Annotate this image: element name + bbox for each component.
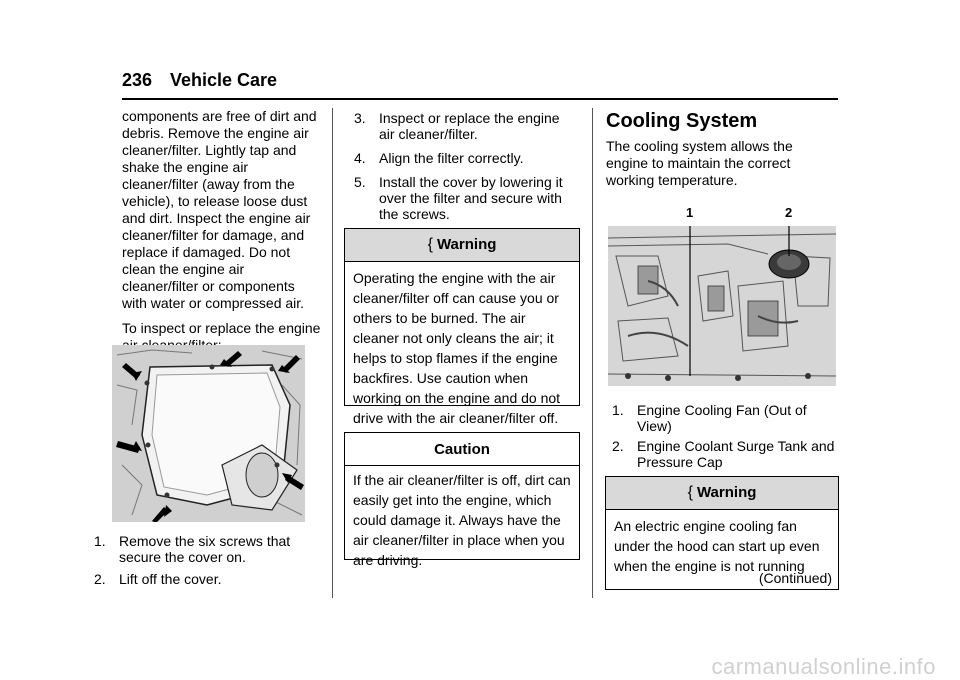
warning-box: [344, 228, 580, 426]
step-text: Lift off the cover.: [119, 571, 222, 587]
list-item: [354, 150, 574, 166]
lead-paragraph: To inspect or replace the engine: [122, 320, 321, 336]
intro-paragraph: components are free of dirt and debris. Remove the engine air cleaner/filter. Lightly tap and shake the engine air cleaner/filter (away from the vehicle), to release loose dust and dirt. Inspect the engine air cleaner/filter for damage, and replace if damaged. Do not clean the engine air cleaner/filter or components with water or compressed air.: [122, 108, 317, 311]
continued-label: (Continued): [758, 570, 832, 586]
step-text: Install the cover by lowering it over the filter and secure with the screws.: [379, 174, 563, 222]
legend-number: 2.: [612, 438, 624, 454]
list-item: [94, 533, 314, 565]
watermark-bar: [0, 654, 960, 678]
callout-2: 2: [785, 205, 793, 220]
air-filter-illustration: [112, 345, 305, 522]
step-number: 1.: [94, 533, 106, 549]
step-number: 3.: [354, 110, 366, 126]
step-number: 5.: [354, 174, 366, 190]
column-1-steps: [94, 533, 314, 587]
warning-box-2: [605, 476, 839, 590]
step-text: Remove the six screws that secure the cover on.: [119, 533, 291, 565]
caution-title: Caution: [434, 441, 490, 458]
list-item: [354, 110, 574, 142]
list-item: [612, 402, 838, 434]
warning-body: Operating the engine with the air cleaner/filter off can cause you or others to be burned. The air cleaner not only cleans the air; it helps to stop flames if the engine backfires. Use caution when working on the engine and do not drive with the air cleaner/filter off.: [353, 270, 561, 426]
callout-1: 1: [686, 205, 694, 220]
legend-text: Engine Cooling Fan (Out of View): [637, 402, 807, 434]
column-1: [122, 108, 322, 354]
step-text: Align the filter correctly.: [379, 150, 524, 166]
warning-icon: {: [427, 236, 433, 253]
warning-title: Warning: [436, 236, 497, 253]
column-divider-2: [592, 108, 593, 598]
warning-body-2: An electric engine cooling fan under the hood can start up even when the engine is not running: [614, 518, 820, 574]
header-rule: [122, 98, 838, 100]
legend-number: 1.: [612, 402, 624, 418]
step-text: Inspect or replace the engine air cleaner/filter.: [379, 110, 560, 142]
warning-title-2: Warning: [696, 484, 757, 501]
list-item: [354, 174, 574, 222]
warning-header: [345, 229, 579, 262]
column-3-legend: [612, 402, 838, 470]
page-number: 236: [122, 70, 153, 90]
list-item: [612, 438, 838, 470]
column-3-intro: [606, 138, 826, 189]
watermark-text: carmanualsonline.info: [711, 654, 936, 679]
engine-bay-illustration: [608, 226, 836, 386]
cooling-intro: The cooling system allows the engine to maintain the correct working temperature.: [606, 138, 793, 188]
column-divider-1: [332, 108, 333, 598]
caution-header: [345, 433, 579, 466]
warning-icon: {: [687, 484, 693, 501]
section-title: Vehicle Care: [170, 70, 278, 90]
caution-body: If the air cleaner/filter is off, dirt can easily get into the engine, which could damage it. Always have the air cleaner/filter in place when you are driving.: [353, 472, 571, 568]
legend-text: Engine Coolant Surge Tank and Pressure Cap: [637, 438, 835, 470]
warning-header-2: [606, 477, 838, 510]
list-item: [94, 571, 314, 587]
caution-box: [344, 432, 580, 568]
step-number: 4.: [354, 150, 366, 166]
step-number: 2.: [94, 571, 106, 587]
column-2-steps: [354, 110, 574, 222]
section-heading: Cooling System: [606, 110, 758, 132]
